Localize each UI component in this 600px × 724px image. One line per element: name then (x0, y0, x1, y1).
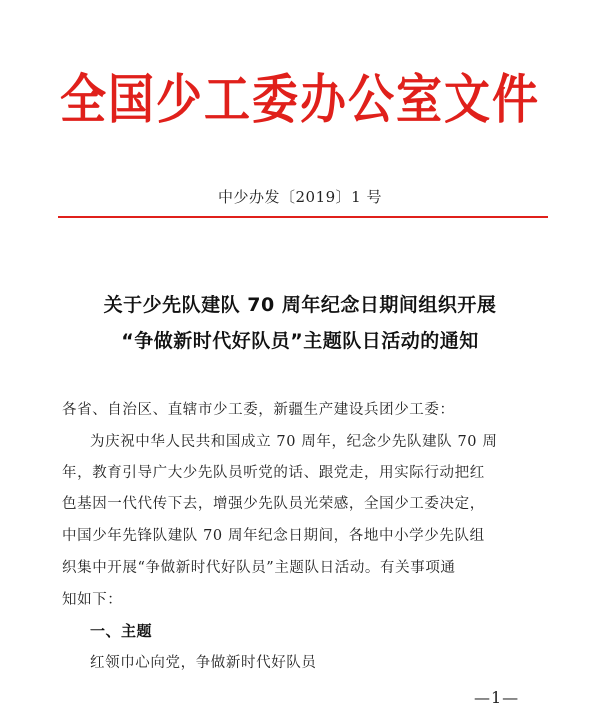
paragraph-line: 知如下： (62, 592, 123, 608)
salutation: 各省、自治区、直辖市少工委，新疆生产建设兵团少工委： (62, 402, 455, 418)
paragraph-line: 中国少年先锋队建队 70 周年纪念日期间，各地中小学少先队组 (62, 528, 485, 544)
section-heading-theme: 一、主题 (90, 622, 153, 640)
section-body-theme: 红领巾心向党，争做新时代好队员 (90, 655, 317, 671)
notice-title-line-2: “争做新时代好队员”主题队日活动的通知 (121, 330, 479, 352)
paragraph-line: 为庆祝中华人民共和国成立 70 周年，纪念少先队建队 70 周 (90, 434, 498, 450)
page-number: —1— (474, 688, 520, 707)
document-number: 中少办发〔2019〕1 号 (218, 188, 382, 206)
red-divider-line (58, 216, 548, 218)
paragraph-line: 年，教育引导广大少先队员听党的话、跟党走，用实际行动把红 (62, 465, 485, 481)
masthead-title: 全国少工委办公室文件 (60, 67, 540, 131)
paragraph-line: 色基因一代代传下去，增强少先队员光荣感，全国少工委决定， (62, 496, 485, 512)
paragraph-line: 织集中开展“争做新时代好队员”主题队日活动。有关事项通 (62, 560, 456, 576)
notice-title-line-1: 关于少先队建队 70 周年纪念日期间组织开展 (103, 294, 497, 316)
